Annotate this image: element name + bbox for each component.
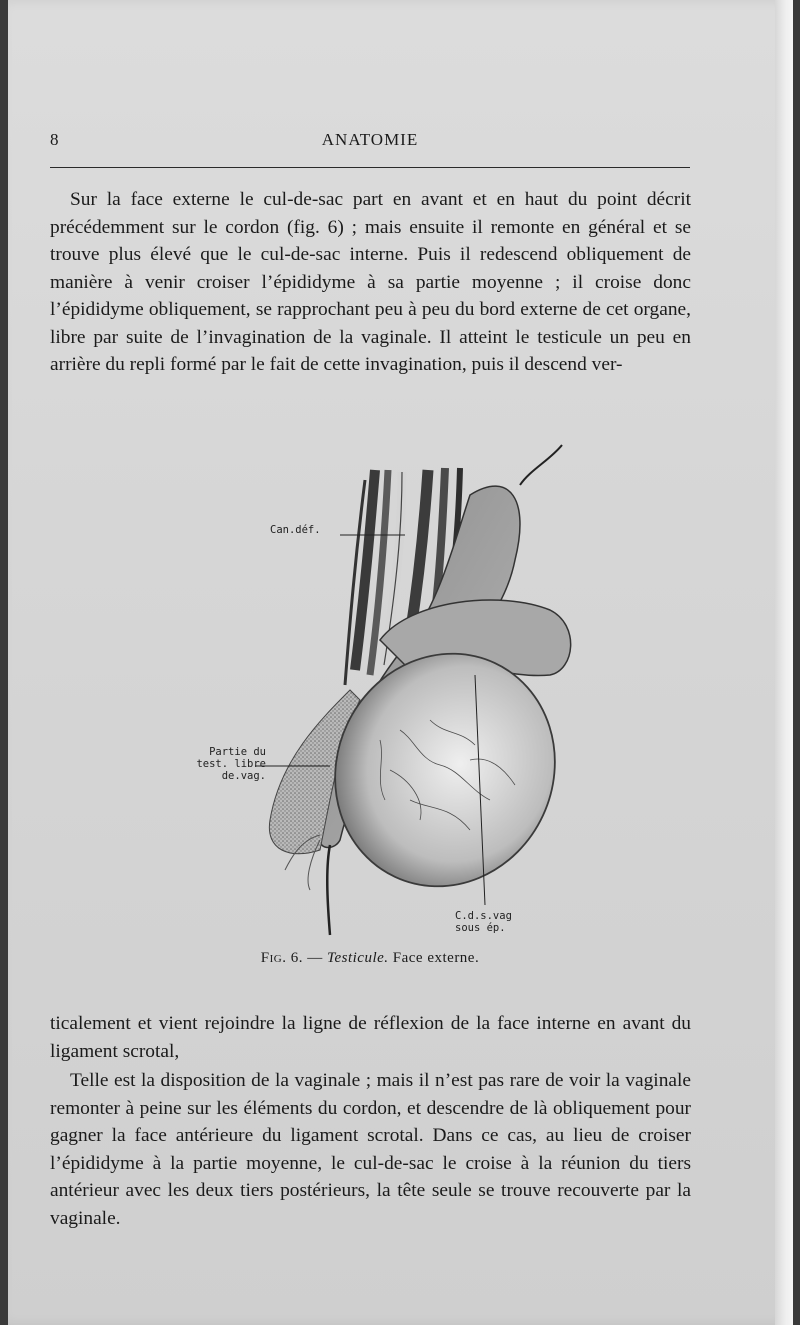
anatomical-figure (170, 440, 630, 940)
figure-caption (50, 950, 690, 967)
label-cds-line-1: C.d.s.vag (455, 910, 512, 922)
paragraph-2: ticalement et vient rejoindre la ligne de réflexion de la face interne en avant du ligament scrotal, (50, 1013, 691, 1062)
label-partie-line-3: de.vag. (221, 770, 266, 782)
page-number: 8 (50, 130, 59, 149)
label-partie (176, 746, 266, 782)
page-edge (775, 0, 793, 1325)
label-can-def: Can.déf. (270, 524, 321, 536)
caption-subtitle: Face externe. (388, 950, 480, 966)
running-head: ANATOMIE (321, 130, 419, 149)
paragraph-1: Sur la face externe le cul-de-sac part en avant et en haut du point décrit précédemment sur le cordon (fig. 6) ; mais ensuite il remonte en général et se trouve plus élevé que le cul-de-sac interne. Puis il redescend obliquement de manière à venir croiser l’épididyme à sa partie moyenne ; il croise donc l’épididyme obliquement, se rapprochant peu à peu du bord externe de cet organe, libre par suite de l’invagination de la vaginale. Il atteint le testicule un peu en arrière du repli formé par le fait de cette invagination, puis il descend ver- (50, 189, 691, 375)
paragraph-3: Telle est la disposition de la vaginale ; mais il n’est pas rare de voir la vaginale remonter à peine sur les éléments du cordon, et descendre de là obliquement pour gagner la face antérieure du ligament scrotal. Dans ce cas, au lieu de croiser l’épididyme à la partie moyenne, le cul-de-sac le croise à la réunion du tiers antérieur avec les deux tiers postérieurs, la tête seule se trouve recouverte par la vaginale. (50, 1070, 691, 1229)
scrotal-ligament (327, 845, 330, 935)
caption-figure-number: Fig. 6. (260, 950, 303, 966)
label-cds-line-2: sous ép. (455, 922, 506, 934)
label-cds (455, 910, 525, 934)
label-partie-line-1: Partie du (209, 746, 266, 758)
header-rule (50, 167, 690, 168)
vas-deferens (520, 445, 562, 485)
page-header (50, 128, 690, 152)
testicle-illustration (170, 440, 630, 940)
caption-title: Testicule. (326, 950, 389, 966)
caption-dash: — (302, 950, 327, 966)
label-partie-line-2: test. libre (196, 758, 266, 770)
